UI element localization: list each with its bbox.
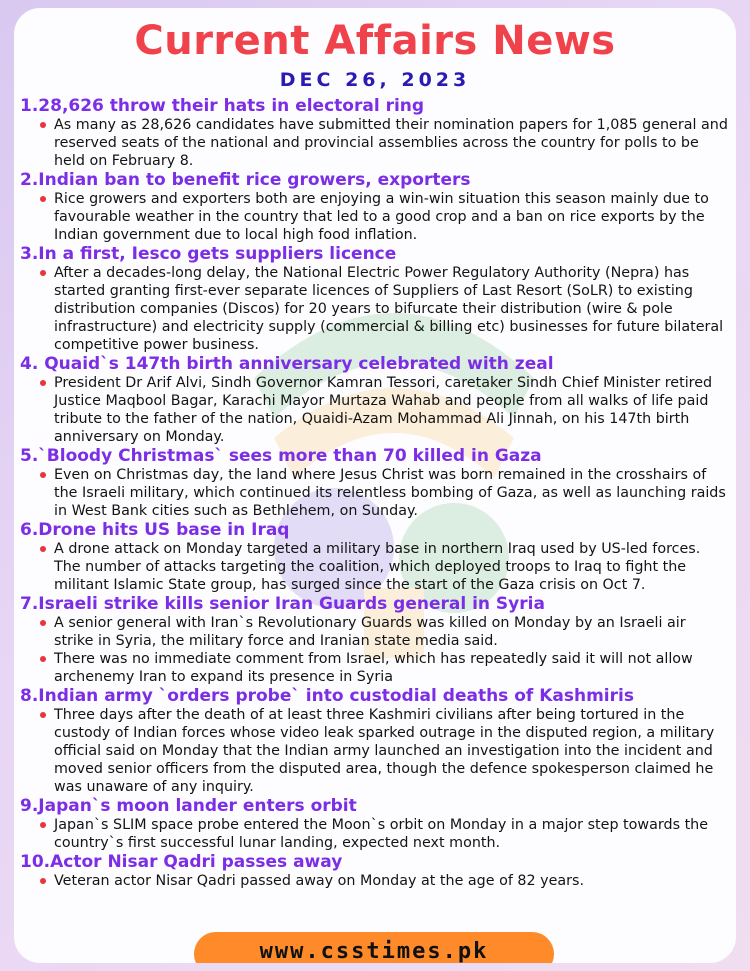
- bullet-dot-icon: [40, 878, 46, 884]
- bullet-dot-icon: [40, 656, 46, 662]
- news-bullet-list: [20, 264, 728, 354]
- news-bullet-text: President Dr Arif Alvi, Sindh Governor Kamran Tessori, caretaker Sindh Chief Minister retired Justice Maqbool Bagar, Karachi Mayor Murtaza Wahab and people from all walks of life paid tribute to the father of the nation, Quaidi-Azam Mohammad Ali Jinnah, on his 147th birth anniversary on Monday.: [54, 375, 713, 445]
- news-bullet-text: A drone attack on Monday targeted a military base in northern Iraq used by US-led forces. The number of attacks targeting the coalition, which deployed troops to Iraq to fight the militant Islamic State group, has surged since the start of the Gaza crisis on Oct 7.: [54, 541, 701, 593]
- news-item: [20, 446, 728, 520]
- news-item: [20, 244, 728, 354]
- bullet-dot-icon: [40, 122, 46, 128]
- news-headline: 6.Drone hits US base in Iraq: [20, 520, 290, 540]
- news-bullet: [40, 872, 728, 890]
- news-bullet-list: [20, 706, 728, 796]
- news-item: [20, 354, 728, 446]
- news-bullet-text: Japan`s SLIM space probe entered the Moon`s orbit on Monday in a major step towards the country`s first successful lunar landing, expected next month.: [54, 817, 709, 851]
- news-item: [20, 852, 728, 890]
- bullet-dot-icon: [40, 620, 46, 626]
- news-bullet-list: [20, 466, 728, 520]
- news-bullet-list: [20, 816, 728, 852]
- news-bullet: [40, 540, 728, 594]
- news-item: [20, 520, 728, 594]
- news-bullet: [40, 374, 728, 446]
- page-card: [14, 8, 736, 963]
- news-headline: 5.`Bloody Christmas` sees more than 70 killed in Gaza: [20, 446, 542, 466]
- news-item: [20, 170, 728, 244]
- bullet-dot-icon: [40, 712, 46, 718]
- website-banner[interactable]: [194, 932, 554, 963]
- bullet-dot-icon: [40, 380, 46, 386]
- news-bullet: [40, 706, 728, 796]
- news-bullet-list: [20, 872, 728, 890]
- news-headline: 8.Indian army `orders probe` into custodial deaths of Kashmiris: [20, 686, 634, 706]
- website-url[interactable]: www.csstimes.pk: [259, 939, 489, 963]
- page-title: Current Affairs News: [134, 18, 616, 64]
- news-item: [20, 796, 728, 852]
- news-bullet: [40, 264, 728, 354]
- news-bullet: [40, 650, 728, 686]
- news-bullet-text: As many as 28,626 candidates have submitted their nomination papers for 1,085 general and reserved seats of the national and provincial assemblies across the country for polls to be held on February 8.: [54, 117, 728, 169]
- news-headline: 2.Indian ban to benefit rice growers, exporters: [20, 170, 471, 190]
- news-bullet-list: [20, 540, 728, 594]
- news-bullet-list: [20, 116, 728, 170]
- news-bullet-text: Veteran actor Nisar Qadri passed away on Monday at the age of 82 years.: [54, 873, 585, 889]
- news-bullet: [40, 614, 728, 650]
- news-bullet: [40, 116, 728, 170]
- news-bullet-text: A senior general with Iran`s Revolutionary Guards was killed on Monday by an Israeli air strike in Syria, the military force and Iranian state media said.: [54, 615, 686, 649]
- news-bullet: [40, 466, 728, 520]
- news-item: [20, 96, 728, 170]
- news-headline: 3.In a first, Iesco gets suppliers licence: [20, 244, 397, 264]
- news-bullet: [40, 816, 728, 852]
- news-headline: 4. Quaid`s 147th birth anniversary celebrated with zeal: [20, 354, 554, 374]
- news-bullet-text: There was no immediate comment from Israel, which has repeatedly said it will not allow archenemy Iran to expand its presence in Syria: [54, 651, 693, 685]
- page-header: [14, 8, 736, 96]
- news-headline: 1.28,626 throw their hats in electoral ring: [20, 96, 425, 116]
- news-bullet-list: [20, 374, 728, 446]
- page-date: DEC 26, 2023: [279, 69, 471, 91]
- news-headline: 9.Japan`s moon lander enters orbit: [20, 796, 357, 816]
- bullet-dot-icon: [40, 472, 46, 478]
- bullet-dot-icon: [40, 546, 46, 552]
- news-item: [20, 594, 728, 686]
- news-bullet-list: [20, 614, 728, 686]
- news-item: [20, 686, 728, 796]
- bullet-dot-icon: [40, 270, 46, 276]
- news-bullet-text: After a decades-long delay, the National Electric Power Regulatory Authority (Nepra) has started granting first-ever separate licences of Suppliers of Last Resort (SoLR) to existing distribution companies (Discos) for 20 years to bifurcate their distribution (wire & pole infrastructure) and electricity supply (commercial & billing etc) businesses for future bilateral competitive power business.: [54, 265, 724, 353]
- bullet-dot-icon: [40, 822, 46, 828]
- news-bullet-text: Three days after the death of at least three Kashmiri civilians after being tortured in the custody of Indian forces whose video leak sparked outrage in the disputed region, a military official said on Monday that the Indian army launched an investigation into the incident and moved senior officers from the disputed area, though the defence spokesperson claimed he was unaware of any inquiry.: [54, 707, 715, 795]
- bullet-dot-icon: [40, 196, 46, 202]
- news-list: [14, 96, 736, 890]
- news-bullet: [40, 190, 728, 244]
- news-bullet-list: [20, 190, 728, 244]
- news-headline: 10.Actor Nisar Qadri passes away: [20, 852, 343, 872]
- news-bullet-text: Even on Christmas day, the land where Jesus Christ was born remained in the crosshairs of the Israeli military, which continued its relentless bombing of Gaza, as well as launching raids in West Bank cities such as Bethlehem, on Sunday.: [54, 467, 726, 519]
- news-headline: 7.Israeli strike kills senior Iran Guards general in Syria: [20, 594, 545, 614]
- news-bullet-text: Rice growers and exporters both are enjoying a win-win situation this season mainly due to favourable weather in the country that led to a good crop and a ban on rice exports by the Indian government due to local high food inflation.: [54, 191, 709, 243]
